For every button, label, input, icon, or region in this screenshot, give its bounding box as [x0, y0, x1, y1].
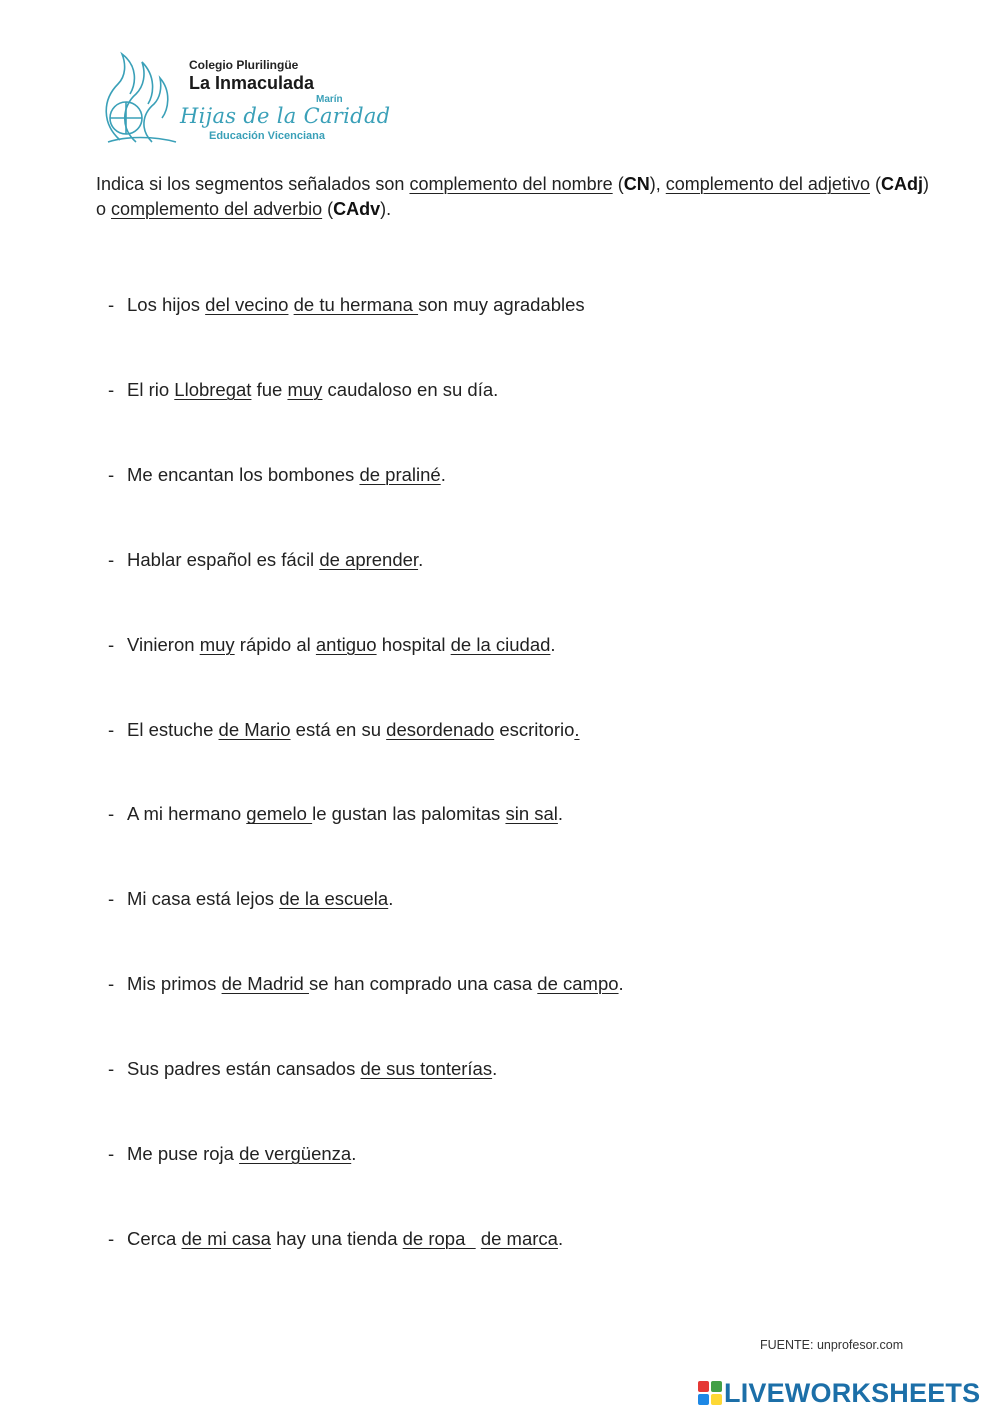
sentence-text: A mi hermano [127, 803, 247, 825]
marked-segment: Llobregat [174, 378, 252, 400]
logo-square [698, 1381, 709, 1392]
term-cn: complemento del nombre [409, 174, 613, 194]
instruction-part: ) o [96, 174, 930, 219]
instruction-part: Indica si los segmentos señalados son [96, 174, 410, 194]
abbr-cadj: CAdj [881, 174, 924, 194]
sentence-text: hospital [376, 633, 451, 655]
marked-segment: de marca [480, 1227, 558, 1249]
marked-segment: de Madrid [221, 973, 309, 995]
item-dash: - [108, 378, 115, 400]
marked-segment: de sus tonterías [360, 1058, 493, 1080]
item-dash: - [108, 1058, 115, 1080]
sentence-text: hay una tienda [270, 1227, 403, 1249]
flame-cross-logo-icon [96, 44, 188, 150]
marked-segment: de aprender [319, 548, 419, 570]
sentence-text: rápido al [234, 633, 316, 655]
marked-segment: antiguo [315, 633, 377, 655]
sentence-text: caudaloso en su día. [322, 378, 499, 400]
marked-segment: muy [199, 633, 235, 655]
abbr-cadv: CAdv [333, 199, 381, 219]
sentence-text: Me puse roja [127, 1143, 240, 1164]
item-dash: - [108, 718, 115, 740]
sentence-text: fue [251, 378, 288, 400]
sentence-text: . [550, 633, 556, 655]
marked-segment: sin sal [505, 803, 558, 825]
instruction-text [96, 172, 929, 222]
marked-segment: de campo [537, 973, 619, 995]
marked-segment: desordenado [386, 718, 495, 740]
sentence-text: . [557, 803, 564, 825]
sentence-text: . [418, 548, 424, 570]
item-dash: - [108, 1143, 115, 1164]
logo-school-name: La Inmaculada [189, 73, 315, 93]
item-dash: - [108, 888, 115, 910]
item-dash: - [108, 463, 115, 485]
marked-segment: de la ciudad [450, 633, 551, 655]
logo-location: Marín [316, 94, 343, 105]
exercise-item [108, 800, 563, 828]
logo-tagline: Educación Vicenciana [209, 130, 325, 142]
logo-square [711, 1381, 722, 1392]
marked-segment: gemelo [246, 803, 313, 825]
sentence-text: . [440, 463, 446, 485]
sentence-text: El rio [127, 378, 175, 400]
item-dash: - [108, 294, 115, 315]
sentence-text: Me encantan los bombones [127, 463, 360, 485]
liveworksheets-logo-icon [698, 1381, 722, 1405]
marked-segment: de la escuela [279, 888, 389, 910]
marked-segment: del vecino [205, 294, 289, 315]
item-dash: - [108, 1227, 115, 1249]
sentence-text: se han comprado una casa [308, 973, 538, 995]
item-dash: - [108, 633, 115, 655]
liveworksheets-brand [698, 1378, 980, 1408]
marked-segment: de vergüenza [239, 1143, 352, 1164]
sentence-text: Mis primos [127, 973, 222, 995]
logo-script-text: Hijas de la Caridad [180, 104, 391, 128]
abbr-cn: CN [623, 174, 650, 194]
item-dash: - [108, 548, 115, 570]
instruction-part: ), [649, 174, 666, 194]
exercise-item [108, 885, 393, 913]
exercise-item [108, 1055, 497, 1083]
marked-segment: de mi casa [181, 1227, 271, 1249]
item-dash: - [108, 803, 115, 825]
logo-square [711, 1394, 722, 1405]
sentence-text: Hablar español es fácil [127, 548, 320, 570]
sentence-text: le gustan las palomitas [312, 803, 506, 825]
sentence-text: . [351, 1143, 357, 1164]
instruction-part: ). [380, 199, 392, 219]
exercise-item [108, 1140, 356, 1168]
instruction-part: ( [869, 174, 882, 194]
sentence-text: . [388, 888, 394, 910]
source-credit: FUENTE: unprofesor.com [760, 1338, 904, 1352]
item-dash: - [108, 973, 115, 995]
marked-segment: de ropa [402, 1227, 476, 1249]
exercise-item [108, 546, 423, 574]
sentence-text: está en su [290, 718, 387, 740]
sentence-text: Sus padres están cansados [127, 1058, 361, 1080]
marked-segment: de tu hermana [293, 294, 419, 315]
logo-line-1: Colegio Plurilingüe [189, 58, 299, 72]
sentence-text: . [557, 1227, 564, 1249]
sentence-text: escritorio [494, 718, 575, 740]
instruction-part: ( [322, 199, 334, 219]
marked-segment: de praliné [359, 463, 441, 485]
marked-segment: muy [287, 378, 323, 400]
sentence-text: Mi casa está lejos [127, 888, 280, 910]
sentence-text: Cerca [127, 1227, 182, 1249]
exercise-item [108, 716, 580, 744]
exercise-item [108, 631, 556, 659]
school-logo [96, 44, 391, 150]
marked-segment: . [574, 718, 580, 740]
term-cadj: complemento del adjetivo [665, 174, 870, 194]
exercise-item [108, 1225, 563, 1253]
instruction-part: ( [612, 174, 624, 194]
sentence-text: Los hijos [127, 294, 206, 315]
sentence-text: . [492, 1058, 498, 1080]
exercise-item [108, 376, 498, 404]
sentence-text: El estuche [127, 718, 219, 740]
sentence-text: . [618, 973, 624, 995]
exercise-item [108, 970, 624, 998]
exercise-item [108, 461, 446, 489]
logo-square [698, 1394, 709, 1405]
sentence-text: Vinieron [127, 633, 200, 655]
liveworksheets-wordmark: LIVEWORKSHEETS [724, 1377, 981, 1408]
marked-segment: de Mario [218, 718, 291, 740]
sentence-text: son muy agradables [418, 294, 585, 315]
term-cadv: complemento del adverbio [111, 199, 323, 219]
exercise-item [108, 291, 585, 319]
